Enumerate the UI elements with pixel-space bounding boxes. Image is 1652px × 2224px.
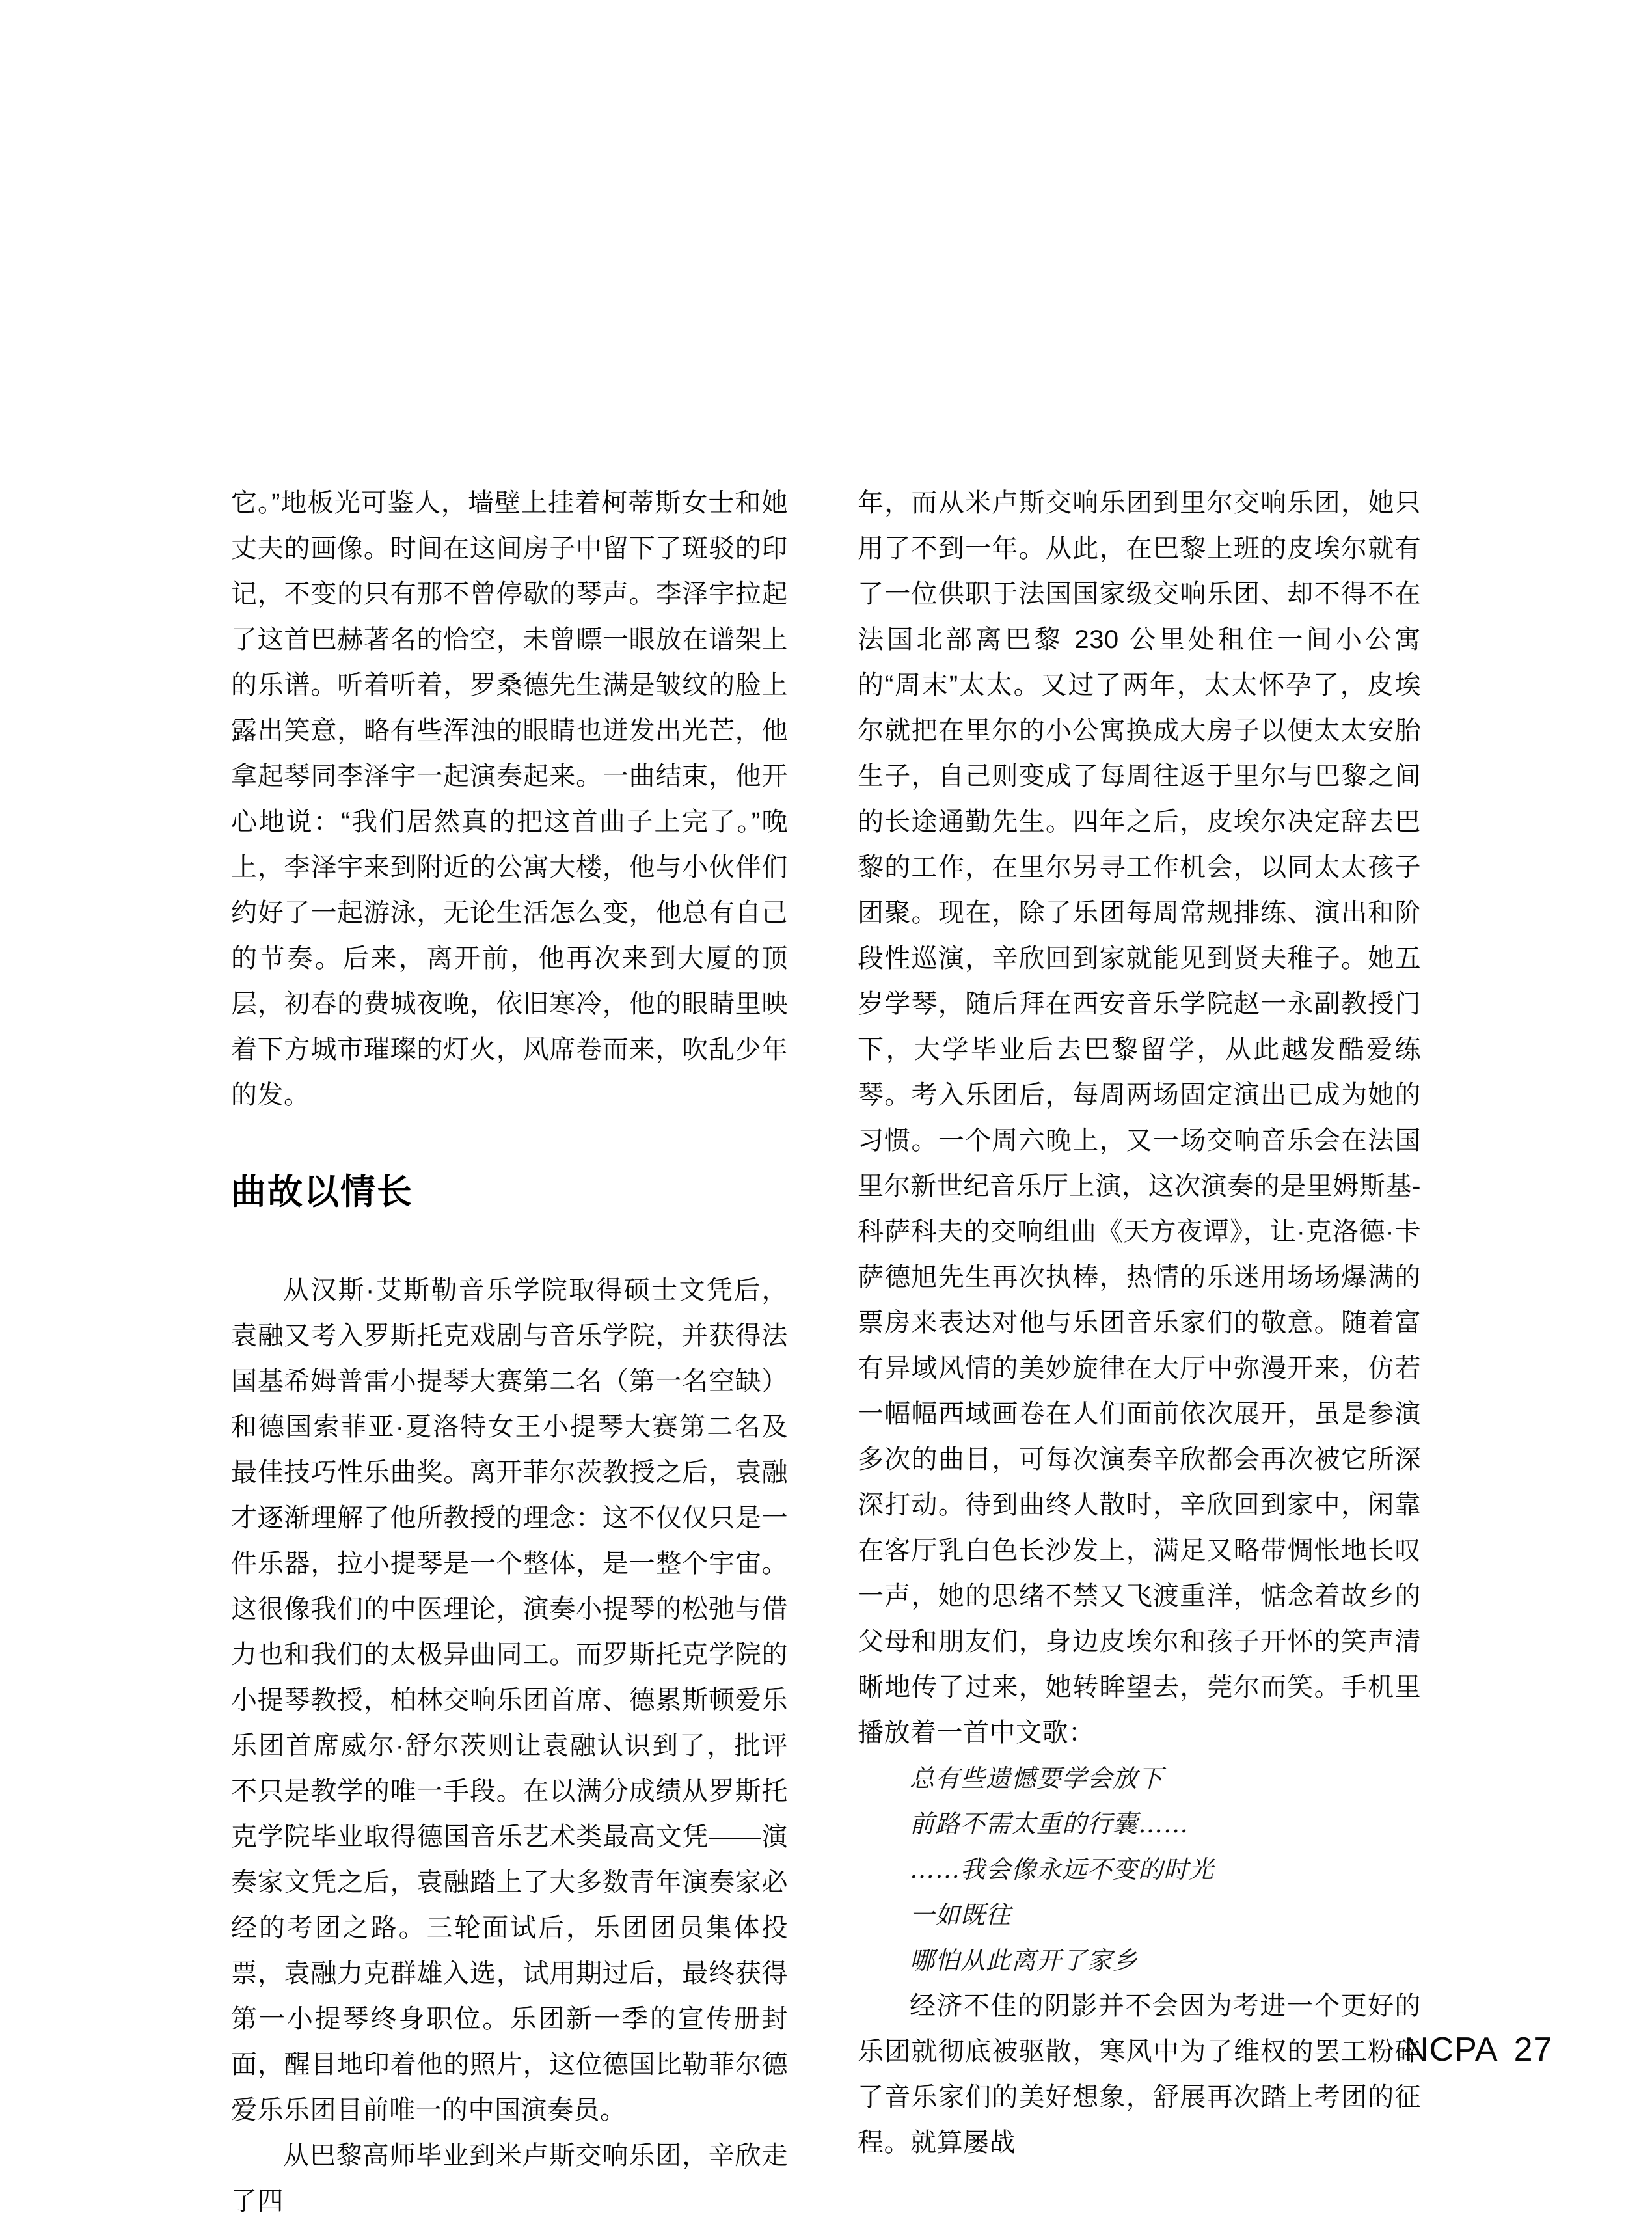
page-footer <box>1404 2033 1552 2067</box>
body-paragraph-yuanrong: 从汉斯·艾斯勒音乐学院取得硕士文凭后，袁融又考入罗斯托克戏剧与音乐学院，并获得法国基希姆普雷小提琴大赛第二名（第一名空缺）和德国索菲亚·夏洛特女王小提琴大赛第二名及最佳技巧性乐曲奖。离开菲尔茨教授之后，袁融才逐渐理解了他所教授的理念：这不仅仅只是一件乐器，拉小提琴是一个整体，是一整个宇宙。这很像我们的中医理论，演奏小提琴的松弛与借力也和我们的太极异曲同工。而罗斯托克学院的小提琴教授，柏林交响乐团首席、德累斯顿爱乐乐团首席威尔·舒尔茨则让袁融认识到了，批评不只是教学的唯一手段。在以满分成绩从罗斯托克学院毕业取得德国音乐艺术类最高文凭——演奏家文凭之后，袁融踏上了大多数青年演奏家必经的考团之路。三轮面试后，乐团团员集体投票，袁融力克群雄入选，试用期过后，最终获得第一小提琴终身职位。乐团新一季的宣传册封面，醒目地印着他的照片，这位德国比勒菲尔德爱乐乐团目前唯一的中国演奏员。 <box>231 1276 788 2124</box>
lyrics-line: 总有些遗憾要学会放下 <box>910 1764 1164 1793</box>
body-paragraph-economy: 经济不佳的阴影并不会因为考进一个更好的乐团就彻底被驱散，寒风中为了维权的罢工粉碎了音乐家们的美好想象，舒展再次踏上考团的征程。就算屡战 <box>858 1992 1421 2157</box>
body-paragraph-continuation: 年，而从米卢斯交响乐团到里尔交响乐团，她只用了不到一年。从此，在巴黎上班的皮埃尔就有了一位供职于法国国家级交响乐团、却不得不在法国北部离巴黎 230 公里处租住一间小公寓的“周末”太太。又过了两年，太太怀孕了，皮埃尔就把在里尔的小公寓换成大房子以便太太安胎生子，自己则变成了每周往返于里尔与巴黎之间的长途通勤先生。四年之后，皮埃尔决定辞去巴黎的工作，在里尔另寻工作机会，以同太太孩子团聚。现在，除了乐团每周常规排练、演出和阶段性巡演，辛欣回到家就能见到贤夫稚子。她五岁学琴，随后拜在西安音乐学院赵一永副教授门下，大学毕业后去巴黎留学，从此越发酷爱练琴。考入乐团后，每周两场固定演出已成为她的习惯。一个周六晚上，又一场交响音乐会在法国里尔新世纪音乐厅上演，这次演奏的是里姆斯基-科萨科夫的交响组曲《天方夜谭》，让·克洛德·卡萨德旭先生再次执棒，热情的乐迷用场场爆满的票房来表达对他与乐团音乐家们的敬意。随着富有异域风情的美妙旋律在大厅中弥漫开来，仿若一幅幅西域画卷在人们面前依次展开，虽是参演多次的曲目，可每次演奏辛欣都会再次被它所深深打动。待到曲终人散时，辛欣回到家中，闲靠在客厅乳白色长沙发上，满足又略带惆怅地长叹一声，她的思绪不禁又飞渡重洋，惦念着故乡的父母和朋友们，身边皮埃尔和孩子开怀的笑声清晰地传了过来，她转眸望去，莞尔而笑。手机里播放着一首中文歌： <box>858 489 1421 1747</box>
magazine-label: NCPA <box>1404 2031 1498 2068</box>
lyrics-line: 前路不需太重的行囊…… <box>910 1810 1189 1838</box>
body-paragraph-continuation: 它。”地板光可鉴人，墙壁上挂着柯蒂斯女士和她丈夫的画像。时间在这间房子中留下了斑驳的印记，不变的只有那不曾停歇的琴声。李泽宇拉起了这首巴赫著名的恰空，未曾瞟一眼放在谱架上的乐谱。听着听着，罗桑德先生满是皱纹的脸上露出笑意，略有些浑浊的眼睛也迸发出光芒，他拿起琴同李泽宇一起演奏起来。一曲结束，他开心地说：“我们居然真的把这首曲子上完了。”晚上，李泽宇来到附近的公寓大楼，他与小伙伴们约好了一起游泳，无论生活怎么变，他总有自己的节奏。后来，离开前，他再次来到大厦的顶层，初春的费城夜晚，依旧寒冷，他的眼睛里映着下方城市璀璨的灯火，风席卷而来，吹乱少年的发。 <box>231 489 788 1109</box>
lyrics-line: ……我会像永远不变的时光 <box>910 1855 1215 1884</box>
left-text-column <box>231 480 788 2224</box>
right-text-column <box>858 480 1421 2165</box>
song-lyrics-block <box>858 1756 1421 1983</box>
page-number: 27 <box>1513 2031 1553 2068</box>
lyrics-line: 一如既往 <box>910 1901 1012 1929</box>
section-heading: 曲故以情长 <box>231 1173 413 1212</box>
body-paragraph-xinxin-start: 从巴黎高师毕业到米卢斯交响乐团，辛欣走了四 <box>231 2141 788 2216</box>
lyrics-line: 哪怕从此离开了家乡 <box>910 1946 1139 1975</box>
